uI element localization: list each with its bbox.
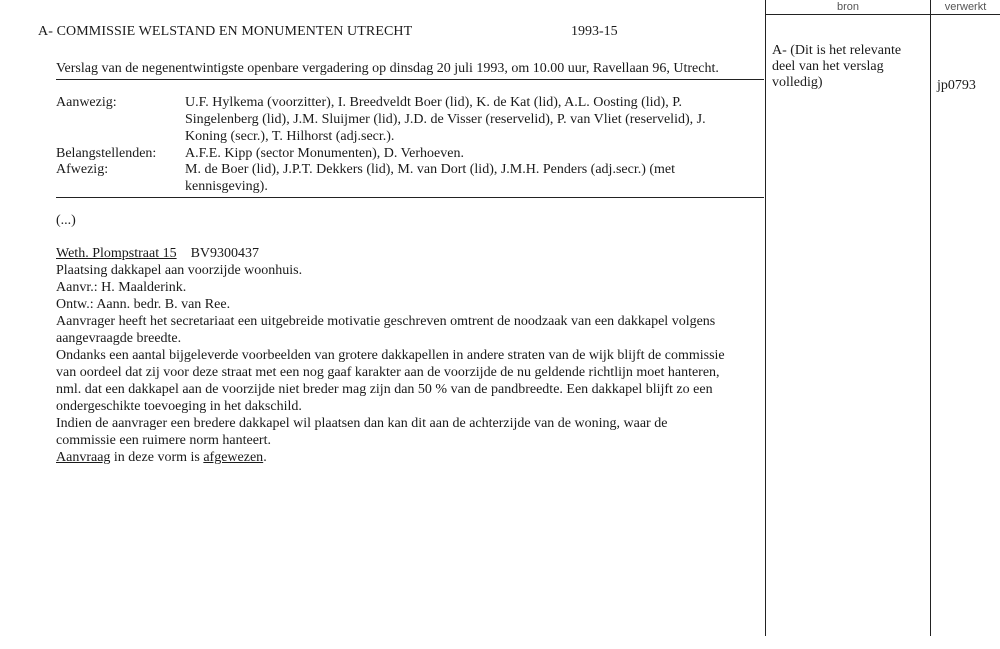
- decision-afgewezen: afgewezen: [203, 450, 264, 465]
- paragraph-3-line-1: Indien de aanvrager een bredere dakkapel wil plaatsen dan kan dit aan de achterzijde van de woning, waar de: [56, 416, 668, 431]
- decision-end: .: [263, 450, 267, 465]
- bron-line-1: A- (Dit is het relevante: [772, 43, 902, 58]
- document-number: 1993-15: [571, 24, 618, 39]
- document-title: A- COMMISSIE WELSTAND EN MONUMENTEN UTRECHT: [38, 24, 413, 39]
- item-code: BV9300437: [190, 246, 260, 261]
- decision-line: [56, 449, 762, 466]
- paragraph-1-line-2: aangevraagde breedte.: [56, 331, 182, 346]
- attendance-rule: [56, 197, 764, 198]
- afwezig-label: Afwezig:: [56, 162, 109, 177]
- agenda-item: [56, 245, 762, 466]
- column-divider-left: [765, 0, 766, 636]
- afwezig-line-2: kennisgeving).: [185, 179, 268, 194]
- item-aanvrager: Aanvr.: H. Maalderink.: [56, 280, 187, 295]
- afwezig-line-1: M. de Boer (lid), J.P.T. Dekkers (lid), M. van Dort (lid), J.M.H. Penders (adj.secr.) (met: [185, 162, 676, 177]
- item-heading: [56, 245, 762, 262]
- afwezig-value: [185, 161, 760, 195]
- belangstellenden-value: A.F.E. Kipp (sector Monumenten), D. Verhoeven.: [185, 146, 464, 161]
- aanwezig-line-2: Singelenberg (lid), J.M. Sluijmer (lid), J.D. de Visser (reservelid), P. van Vliet (reservelid), J.: [185, 112, 706, 127]
- paragraph-2-line-4: ondergeschikte toevoeging in het dakschild.: [56, 399, 302, 414]
- header-rule: [56, 79, 764, 80]
- bron-line-3: volledig): [772, 75, 823, 90]
- decision-aanvraag: Aanvraag: [56, 450, 111, 465]
- belangstellenden-label: Belangstellenden:: [56, 146, 157, 161]
- item-plaatsing: Plaatsing dakkapel aan voorzijde woonhuis.: [56, 263, 303, 278]
- aanwezig-value: [185, 94, 760, 145]
- aanwezig-line-3: Koning (secr.), T. Hilhorst (adj.secr.).: [185, 129, 395, 144]
- column-header-verwerkt: verwerkt: [944, 1, 987, 13]
- item-ontwerper: Ontw.: Aann. bedr. B. van Ree.: [56, 297, 231, 312]
- paragraph-2-line-2: van oordeel dat zij voor deze straat met een nog gaaf karakter aan de voorzijde de nu geldende richtlijn moet hanteren,: [56, 365, 720, 380]
- ellipsis: (...): [56, 213, 76, 228]
- item-address: Weth. Plompstraat 15: [56, 246, 177, 261]
- aanwezig-line-1: U.F. Hylkema (voorzitter), I. Breedveldt Boer (lid), K. de Kat (lid), A.L. Oosting (lid), P.: [185, 95, 682, 110]
- meeting-description: Verslag van de negenentwintigste openbare vergadering op dinsdag 20 juli 1993, om 10.00 uur, Ravellaan 96, Utrecht.: [56, 61, 719, 76]
- paragraph-1-line-1: Aanvrager heeft het secretariaat een uitgebreide motivatie geschreven omtrent de noodzaak van een dakkapel volgens: [56, 314, 716, 329]
- verwerkt-code: jp0793: [937, 78, 976, 93]
- aanwezig-label: Aanwezig:: [56, 95, 117, 110]
- column-divider-middle: [930, 0, 931, 636]
- bron-line-2: deel van het verslag: [772, 59, 884, 74]
- column-header-rule: [765, 14, 1000, 15]
- decision-mid: in deze vorm is: [110, 450, 204, 465]
- paragraph-3-line-2: commissie een ruimere norm hanteert.: [56, 433, 271, 448]
- paragraph-2-line-3: nml. dat een dakkapel aan de voorzijde niet breder mag zijn dan 50 % van de pandbreedte. Een dakkapel blijft zo een: [56, 382, 713, 397]
- paragraph-2-line-1: Ondanks een aantal bijgeleverde voorbeelden van grotere dakkapellen in andere straten van de wijk blijft de commissie: [56, 348, 725, 363]
- bron-note: [772, 43, 922, 91]
- column-header-bron: bron: [836, 1, 860, 13]
